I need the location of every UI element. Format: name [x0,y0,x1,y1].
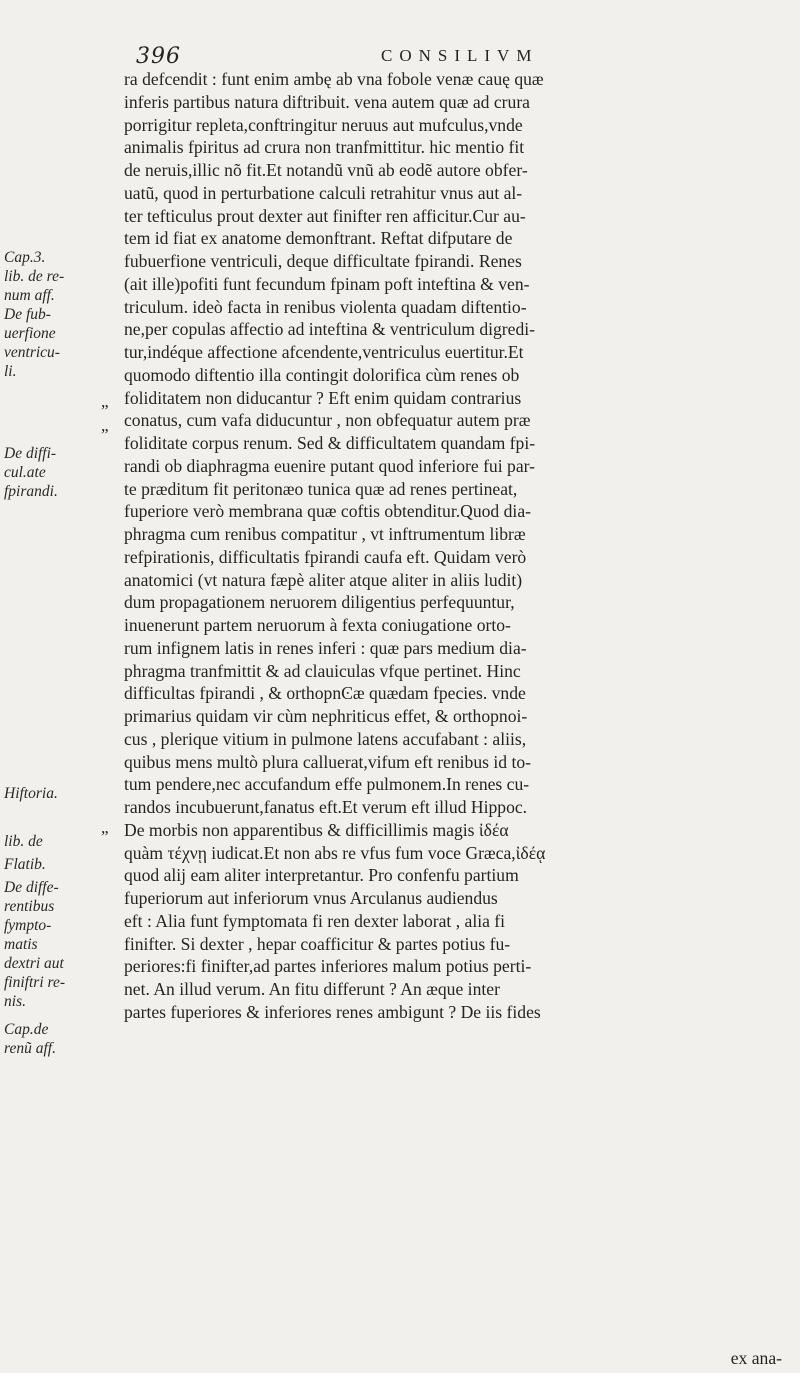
text-line: difficultas fpirandi , & orthopnϾæ quædam fpecies. vnde [124,683,526,704]
text-line: porrigitur repleta,conftringitur neruus aut mufculus,vnde [124,114,523,135]
margin-note-line: Flatib. [4,856,46,873]
margin-note-line: cul.ate [4,464,46,481]
margin-note-line: renũ aff. [4,1040,56,1057]
text-line: ne,per copulas affectio ad inteftina & ventriculum digredi- [124,319,536,340]
text-line: tum pendere,nec accufandum effe pulmonem.In renes cu- [124,774,530,795]
text-line: ter tefticulus prout dexter aut finifter ren afficitur.Cur au- [124,205,526,226]
text-line: fuperiore verò membrana quæ coftis obtenditur.Quod dia- [124,501,531,522]
margin-note-lib-de [4,832,43,851]
text-line: de neruis,illic nõ fit.Et notandũ vnũ ab eodẽ autore obfer- [124,160,528,180]
text-line: cus , plerique vitium in pulmone latens accufabant : aliis, [124,728,527,749]
text-line: De morbis non apparentibus & difficillimis magis ἰδέα [124,819,509,840]
margin-note-line: Cap.de [4,1021,49,1038]
quote-mark: „ [101,392,109,411]
margin-note-line: ventricu- [4,344,60,361]
text-line: randos incubuerunt,fanatus eft.Et verum eft illud Hippoc. [124,797,528,817]
text-line: conatus, cum vafa diducuntur , non obfequatur autem præ [124,410,531,431]
main-text-block [124,68,784,1024]
text-line: animalis fpiritus ad crura non tranfmittitur. hic mentio fit [124,137,525,158]
page-number: 396 [136,44,181,69]
text-line: rum infignem latis in renes inferi : quæ pars medium dia- [124,637,527,658]
margin-note-line: De fub- [4,306,51,323]
margin-note-line: fympto- [4,917,52,934]
running-title: CONSILIVM [381,46,539,65]
margin-note-differentibus [4,878,65,1011]
margin-note-line: finiftri re- [4,974,65,991]
catchword: ex ana- [730,1348,782,1368]
margin-note-line: De diffi- [4,445,57,462]
text-line: primarius quidam vir cùm nephriticus effet, & orthopnoi- [124,706,528,726]
text-line: quomodo diftentio illa contingit dolorifica cùm renes ob [124,364,520,385]
text-line: quod alij eam aliter interpretantur. Pro confenfu partium [124,865,519,886]
margin-note-line: num aff. [4,287,55,304]
text-line: fuperiorum aut inferiorum vnus Arculanus audiendus [124,888,498,908]
text-line: foliditate corpus renum. Sed & difficultatem quandam fpi- [124,433,536,453]
text-line: phragma tranfmittit & ad clauiculas vfque pertinet. Hinc [124,660,521,681]
text-line: quàm τέχνῃ iudicat.Et non abs re vfus fum voce Græca,ἰδέᾳ [124,842,546,863]
margin-note-cap-de-renum [4,1020,56,1058]
text-line: partes fuperiores & inferiores renes ambigunt ? De iis fides [124,1001,541,1022]
margin-note-difficultate [4,444,58,501]
margin-note-line: lib. de [4,833,43,850]
text-line: randi ob diaphragma euenire putant quod inferiore fui par- [124,455,535,476]
text-line: uatũ, quod in perturbatione calculi retrahitur vnus aut al- [124,182,523,203]
text-line: te præditum fit peritonæo tunica quæ ad renes pertineat, [124,478,518,499]
text-line: net. An illud verum. An fitu differunt ? An æque inter [124,979,500,999]
text-line: ra defcendit : funt enim ambę ab vna fobole venæ cauę quæ [124,69,544,89]
margin-note-line: lib. de re- [4,268,65,285]
margin-note-line: De diffe- [4,879,59,896]
margin-note-line: Hiftoria. [4,785,58,802]
text-line: tem id fiat ex anatome demonftrant. Reftat difputare de [124,228,513,249]
margin-note-historia [4,784,58,803]
margin-note-line: matis [4,936,38,953]
text-line: finifter. Si dexter , hepar coafficitur & partes potius fu- [124,933,511,954]
text-line: foliditatem non diducantur ? Eft enim quidam contrarius [124,387,522,408]
quote-mark: „ [101,416,109,435]
text-line: dum propagationem neruorem diligentius perfequuntur, [124,592,515,613]
text-line: tur,indéque affectione afcendente,ventriculus euertitur.Et [124,342,524,362]
text-line: refpirationis, difficultatis fpirandi caufa eft. Quidam verò [124,546,527,567]
margin-note-line: fpirandi. [4,483,58,500]
margin-note-line: Cap.3. [4,249,46,266]
page-header [136,44,656,70]
text-line: periores:fi finifter,ad partes inferiores malum potius perti- [124,956,532,977]
margin-note-line: dextri aut [4,955,64,972]
margin-note-line: nis. [4,993,26,1010]
text-line: phragma cum renibus compatitur , vt inftrumentum libræ [124,524,526,544]
margin-note-line: rentibus [4,898,55,915]
margin-note-line: li. [4,363,17,380]
text-line: (ait ille)pofiti funt fecundum fpinam poft inteftina & ven- [124,273,530,294]
text-line: anatomici (vt natura fæpè aliter atque aliter in aliis ludit) [124,569,523,590]
text-line: triculum. ideò facta in renibus violenta quadam diftentio- [124,296,527,317]
quote-mark: „ [101,818,109,837]
margin-note-cap3 [4,248,64,381]
margin-note-flatib [4,855,46,874]
text-line: inferis partibus natura diftribuit. vena autem quæ ad crura [124,91,530,112]
margin-note-line: uerfione [4,325,56,342]
text-line: inuenerunt partem neruorum à fexta coniugatione orto- [124,615,511,635]
text-line: fubuerfione ventriculi, deque difficultate fpirandi. Renes [124,251,522,271]
text-line: quibus mens multò plura calluerat,vifum eft renibus id to- [124,751,532,772]
text-line: eft : Alia funt fymptomata fi ren dexter laborat , alia fi [124,910,506,931]
